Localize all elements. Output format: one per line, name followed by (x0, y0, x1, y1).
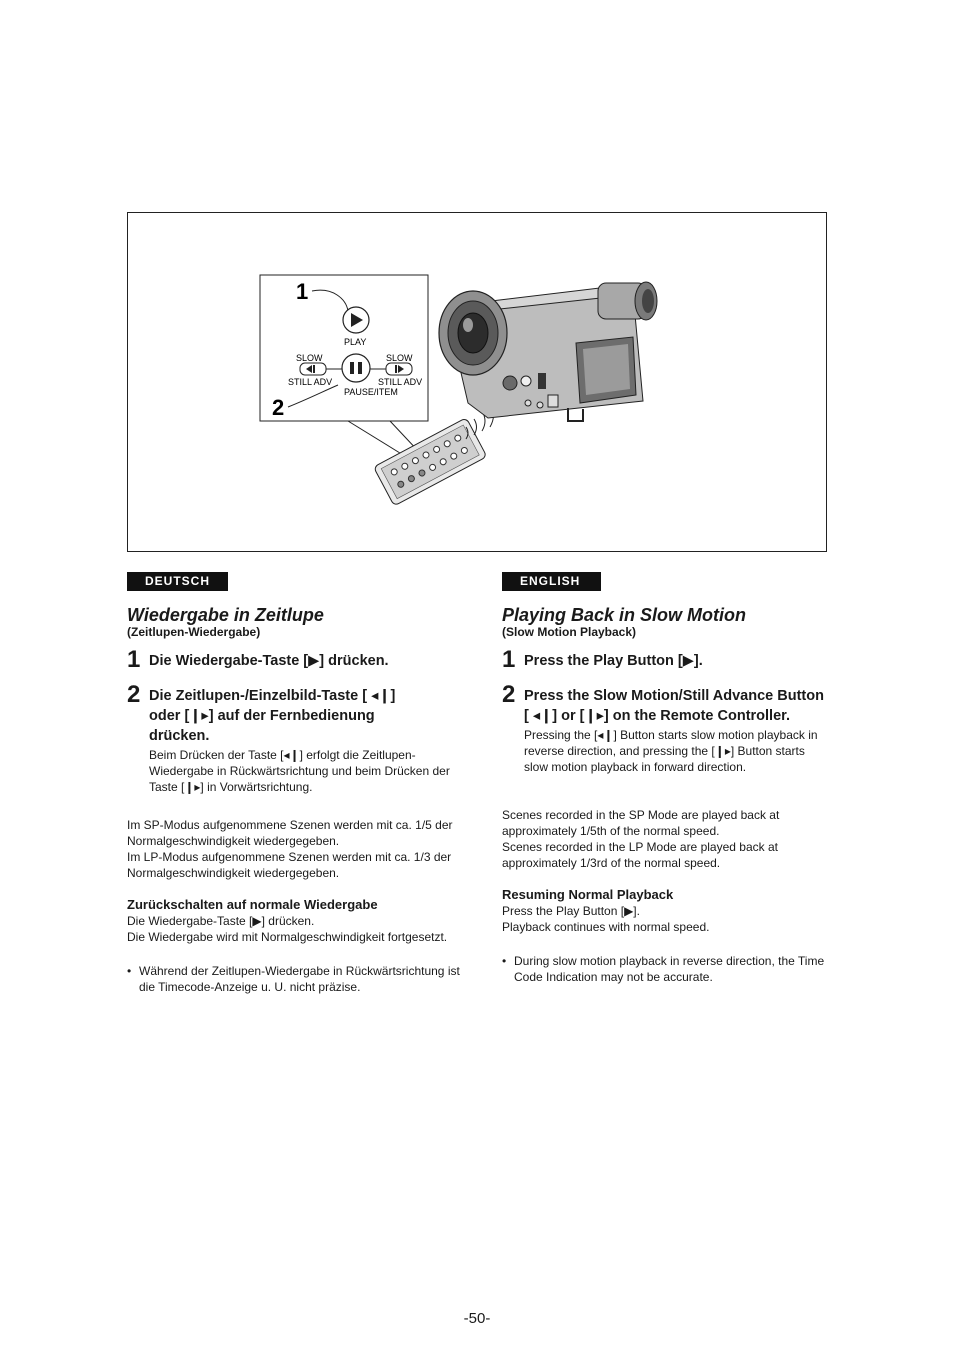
step-1-deutsch (127, 646, 462, 673)
sp-mode-note: Scenes recorded in the SP Mode are played back at approximately 1/5th of the normal speed. (502, 808, 780, 838)
still-adv-right-label: STILL ADV (378, 377, 423, 387)
bullet-icon: • (502, 954, 507, 968)
resume-line-1: Die Wiedergabe-Taste [▶] drücken. (127, 914, 315, 928)
callout-number-2: 2 (272, 395, 285, 420)
section-title-deutsch: Wiedergabe in Zeitlupe (127, 605, 324, 625)
step-description: Pressing the [◂❙] Button starts slow motion playback in reverse direction, and pressing the [❙▸] Button starts slow motion playback in forward direction. (524, 728, 818, 774)
illustration-frame (127, 212, 827, 552)
step-title: Die Wiedergabe-Taste [▶] drücken. (149, 653, 389, 669)
play-label: PLAY (344, 337, 367, 347)
english-column (502, 572, 827, 985)
step-2-english (502, 681, 827, 775)
note-text: During slow motion playback in reverse direction, the Time Code Indication may not be accurate. (514, 954, 825, 984)
pause-label: PAUSE/ITEM (344, 387, 398, 397)
remote-controller-illustration (374, 418, 487, 506)
language-badge-deutsch: DEUTSCH (127, 572, 228, 591)
page-number: -50- (463, 1310, 491, 1327)
resume-line-2: Die Wiedergabe wird mit Normalgeschwindigkeit fortgesetzt. (127, 930, 448, 944)
slow-left-label: SLOW (296, 353, 323, 363)
resume-heading: Zurückschalten auf normale Wiedergabe (127, 897, 378, 912)
camcorder-remote-illustration (128, 213, 828, 553)
section-subtitle-english: (Slow Motion Playback) (502, 625, 637, 639)
camcorder-illustration (439, 282, 657, 421)
language-badge-english: ENGLISH (502, 572, 601, 591)
step-number: 1 (502, 646, 516, 673)
note-text: Während der Zeitlupen-Wiedergabe in Rückwärtsrichtung ist die Timecode-Anzeige u. U. nicht präzise. (139, 964, 460, 994)
sp-mode-note: Im SP-Modus aufgenommene Szenen werden mit ca. 1/5 der Normalgeschwindigkeit wiedergegeben. (127, 818, 453, 848)
step-2-deutsch (127, 681, 462, 795)
step-title: Press the Slow Motion/Still Advance Button [ ◂❙] or [❙▸] on the Remote Controller. (524, 688, 824, 724)
resume-line-1: Press the Play Button [▶]. (502, 904, 640, 918)
resume-line-2: Playback continues with normal speed. (502, 920, 710, 934)
slow-right-label: SLOW (386, 353, 413, 363)
step-number: 2 (502, 681, 516, 708)
section-title-english: Playing Back in Slow Motion (502, 605, 747, 625)
lp-mode-note: Scenes recorded in the LP Mode are played back at approximately 1/3rd of the normal speed. (502, 840, 778, 870)
step-1-english (502, 646, 827, 673)
note-bullet (127, 963, 462, 995)
note-bullet (502, 953, 827, 985)
callout-number-1: 1 (296, 279, 309, 304)
deutsch-column (127, 572, 462, 995)
step-title: Press the Play Button [▶]. (524, 653, 703, 669)
step-number: 1 (127, 646, 141, 673)
button-callout-box (260, 275, 428, 421)
step-description: Beim Drücken der Taste [◂❙] erfolgt die Zeitlupen-Wiedergabe in Rückwärtsrichtung und beim Drücken der Taste [❙▸] in Vorwärtsrichtung. (149, 748, 450, 794)
step-number: 2 (127, 681, 141, 708)
step-title: Die Zeitlupen-/Einzelbild-Taste [ ◂❙] oder [❙▸] auf der Fernbedienung drücken. (149, 688, 396, 744)
section-subtitle-deutsch: (Zeitlupen-Wiedergabe) (127, 625, 261, 639)
still-adv-left-label: STILL ADV (288, 377, 333, 387)
resume-heading: Resuming Normal Playback (502, 887, 674, 902)
lp-mode-note: Im LP-Modus aufgenommene Szenen werden mit ca. 1/3 der Normalgeschwindigkeit wiedergegeben. (127, 850, 452, 880)
pause-button-icon (342, 354, 370, 382)
bullet-icon: • (127, 964, 132, 978)
